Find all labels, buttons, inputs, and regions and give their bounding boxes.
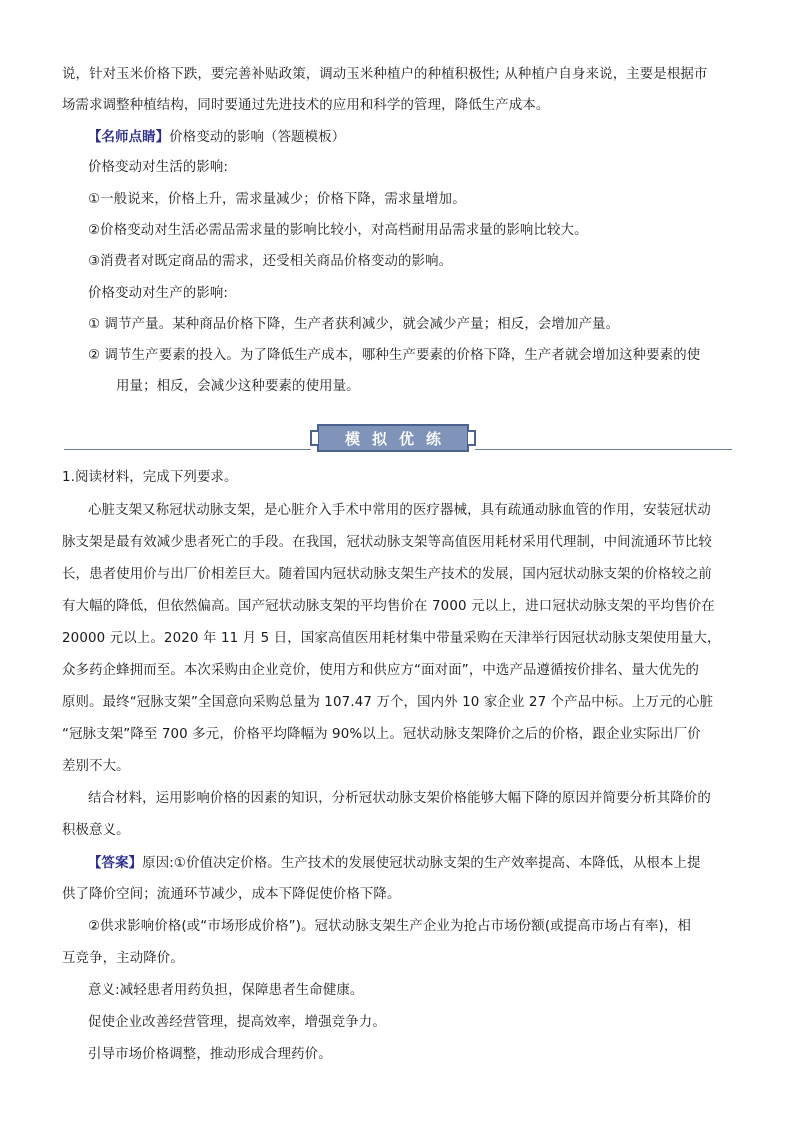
material-line: 众多药企蜂拥而至。本次采购由企业竞价，使用方和供应方“面对面”，中选产品遵循按价排名、量大优先的 <box>62 663 700 678</box>
material-line: 20000 元以上。2020 年 11 月 5 日，国家高值医用耗材集中带量采购在天津举行因冠状动脉支架使用量大， <box>62 631 721 646</box>
banner-plate <box>317 424 469 452</box>
answer-line <box>88 853 701 874</box>
life-heading: 价格变动对生活的影响: <box>88 160 229 175</box>
banner-box <box>311 422 475 454</box>
section-banner <box>64 418 732 458</box>
material-line: 脉支架是最有效减少患者死亡的手段。在我国，冠状动脉支架等高值医用耗材采用代理制，中间流通环节比较 <box>62 535 712 550</box>
prod-item-2-cont: 用量；相反，会减少这种要素的使用量。 <box>116 379 360 394</box>
material-line: 有大幅的降低，但依然偏高。国产冠状动脉支架的平均售价在 7000 元以上，进口冠状动脉支架的平均售价在 <box>62 599 715 614</box>
material-line: 原则。最终“冠脉支架”全国意向采购总量为 107.47 万个，国内外 10 家企业 27 个产品中标。上万元的心脏 <box>62 695 714 710</box>
tip-heading <box>88 127 345 148</box>
question-number: 1.阅读材料，完成下列要求。 <box>62 470 238 485</box>
requirement-line: 结合材料，运用影响价格的因素的知识，分析冠状动脉支架价格能够大幅下降的原因并简要分析其降价的 <box>88 791 711 806</box>
answer-line: 引导市场价格调整，推动形成合理药价。 <box>88 1047 332 1062</box>
answer-line: 意义:减轻患者用药负担，保障患者生命健康。 <box>88 983 364 998</box>
answer-line: 促使企业改善经营管理，提高效率，增强竞争力。 <box>88 1015 386 1030</box>
answer-line: ②供求影响价格(或“市场形成价格”)。冠状动脉支架生产企业为抢占市场份额(或提高市场占有率)，相 <box>88 919 691 934</box>
answer-text: 原因:①价值决定价格。生产技术的发展使冠状动脉支架的生产效率提高、本降低，从根本上提 <box>142 856 701 871</box>
material-line: 心脏支架又称冠状动脉支架，是心脏介入手术中常用的医疗器械，具有疏通动脉血管的作用，安装冠状动 <box>88 503 711 518</box>
text-line: 说，针对玉米价格下跌，要完善补贴政策，调动玉米种植户的种植积极性; 从种植户自身来说，主要是根据市 <box>62 67 708 82</box>
banner-title: 模拟优练 <box>344 429 453 448</box>
life-item-2: ②价格变动对生活必需品需求量的影响比较小，对高档耐用品需求量的影响比较大。 <box>88 223 588 238</box>
material-line: 差别不大。 <box>62 759 130 774</box>
tip-tag: 【名师点睛】 <box>88 129 170 145</box>
answer-tag: 【答案】 <box>88 855 143 871</box>
prod-heading: 价格变动对生产的影响: <box>88 286 229 301</box>
requirement-line: 积极意义。 <box>62 823 130 838</box>
material-line: “冠脉支架”降至 700 多元，价格平均降幅为 90%以上。冠状动脉支架降价之后的价格，跟企业实际出厂价 <box>62 727 701 742</box>
prod-item-2: ② 调节生产要素的投入。为了降低生产成本，哪种生产要素的价格下降，生产者就会增加这种要素的使 <box>88 348 701 363</box>
prod-item-1: ① 调节产量。某种商品价格下降，生产者获利减少，就会减少产量；相反，会增加产量。 <box>88 317 620 332</box>
tip-title: 价格变动的影响（答题模板） <box>169 130 346 145</box>
text-line: 场需求调整种植结构，同时要通过先进技术的应用和科学的管理，降低生产成本。 <box>62 98 550 113</box>
answer-line: 供了降价空间；流通环节减少，成本下降促使价格下降。 <box>62 887 401 902</box>
life-item-3: ③消费者对既定商品的需求，还受相关商品价格变动的影响。 <box>88 254 453 269</box>
life-item-1: ①一般说来，价格上升，需求量减少；价格下降，需求量增加。 <box>88 192 466 207</box>
answer-line: 互竞争，主动降价。 <box>62 951 184 966</box>
material-line: 长，患者使用价与出厂价相差巨大。随着国内冠状动脉支架生产技术的发展，国内冠状动脉支架的价格较之前 <box>62 567 712 582</box>
